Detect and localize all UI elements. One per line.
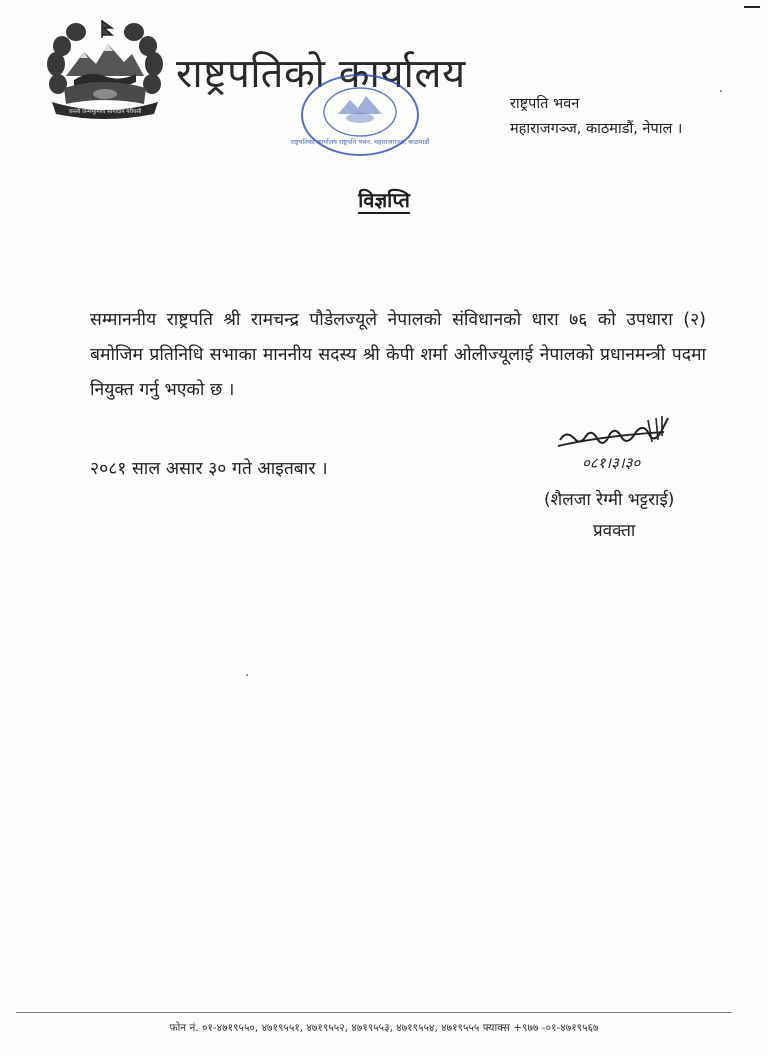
- handwritten-date: ०८१।३।३०: [582, 454, 641, 472]
- address-line-1: राष्ट्रपति भवन: [510, 96, 580, 112]
- office-seal-stamp: [290, 72, 430, 158]
- footer-divider: [16, 1012, 732, 1013]
- scan-mark: [744, 6, 760, 8]
- spokesperson-name: (शैलजा रेग्मी भट्टराई): [544, 490, 675, 510]
- scan-speck: [720, 90, 722, 92]
- address-line-2: महाराजगञ्ज, काठमाडौं, नेपाल ।: [510, 121, 683, 137]
- footer-contact: फोन नं. ०१-४७१९५५०, ४७१९५५१, ४७१९५५२, ४७१९५५३, ४७१९५५४, ४७१९५५५ फ्याक्स +९७७ -०१-४७१९५६७: [169, 1022, 599, 1034]
- office-title: राष्ट्रपतिको कार्यालय: [176, 51, 466, 97]
- notice-heading: [0, 186, 768, 213]
- nepal-coat-of-arms-emblem: [44, 18, 166, 120]
- handwritten-signature: [552, 406, 682, 476]
- notice-date: २०८१ साल असार ३० गते आइतबार ।: [90, 459, 328, 479]
- notice-body: सम्माननीय राष्ट्रपति श्री रामचन्द्र पौडेलज्यूले नेपालको संविधानको धारा ७६ को उपधारा (२) बमोजिम प्रतिनिधि सभाका माननीय सदस्य श्री केपी शर्मा ओलीज्यूलाई नेपालको प्रधानमन्त्री पदमा नियुक्त गर्नु भएको छ ।: [90, 310, 706, 400]
- spokesperson-title: प्रवक्ता: [593, 521, 636, 541]
- notice-heading-text: विज्ञप्ति: [358, 188, 410, 212]
- scan-speck: [246, 674, 248, 676]
- stamp-text: राष्ट्रपतिको कार्यालय राष्ट्रपति भवन, महाराजगञ्ज, काठमाडौं: [290, 138, 430, 146]
- emblem-ribbon-motto: जननी जन्मभूमिश्च स्वर्गादपि गरीयसी: [68, 109, 142, 115]
